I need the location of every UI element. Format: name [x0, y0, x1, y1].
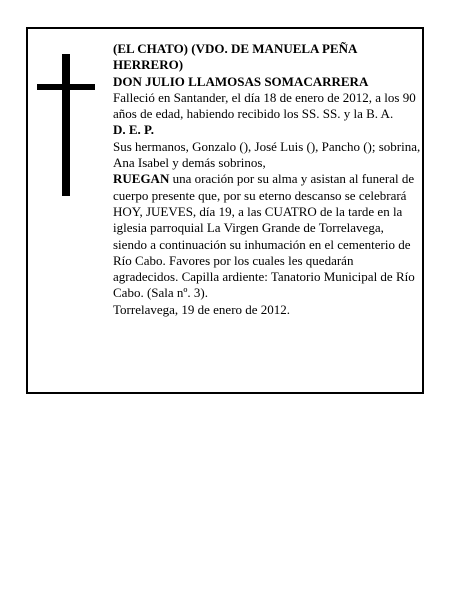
obituary-text-block: [113, 41, 421, 318]
deceased-name: DON JULIO LLAMOSAS SOMACARRERA: [113, 73, 369, 89]
cross-icon: [62, 54, 70, 196]
nickname-line: (EL CHATO) (VDO. DE MANUELA PEÑA HERRERO): [113, 41, 357, 73]
relatives-line: Sus hermanos, Gonzalo (), José Luis (), Pancho (); sobrina, Ana Isabel y demás sobrinos,: [113, 138, 421, 171]
request-keyword: RUEGAN: [113, 171, 170, 187]
death-statement: Falleció en Santander, el día 18 de enero de 2012, a los 90 años de edad, habiendo recibido los SS. SS. y la B. A.: [113, 89, 416, 122]
place-date: Torrelavega, 19 de enero de 2012.: [113, 301, 291, 317]
rip-line: D. E. P.: [113, 122, 155, 138]
request-text: una oración por su alma y asistan al funeral de cuerpo presente que, por su eterno descanso se celebrará HOY, JUEVES, día 19, a las CUATRO de la tarde en la iglesia parroquial La Virgen Grande de Torrelavega, siendo a continuación su inhumación en el cementerio de Río Cabo. Favores por los cuales les quedarán agradecidos. Capilla ardiente: Tanatorio Municipal de Río Cabo. (Sala nº. 3).: [113, 171, 415, 301]
cross-icon-crossbar: [37, 84, 95, 90]
request-paragraph: [113, 171, 421, 301]
